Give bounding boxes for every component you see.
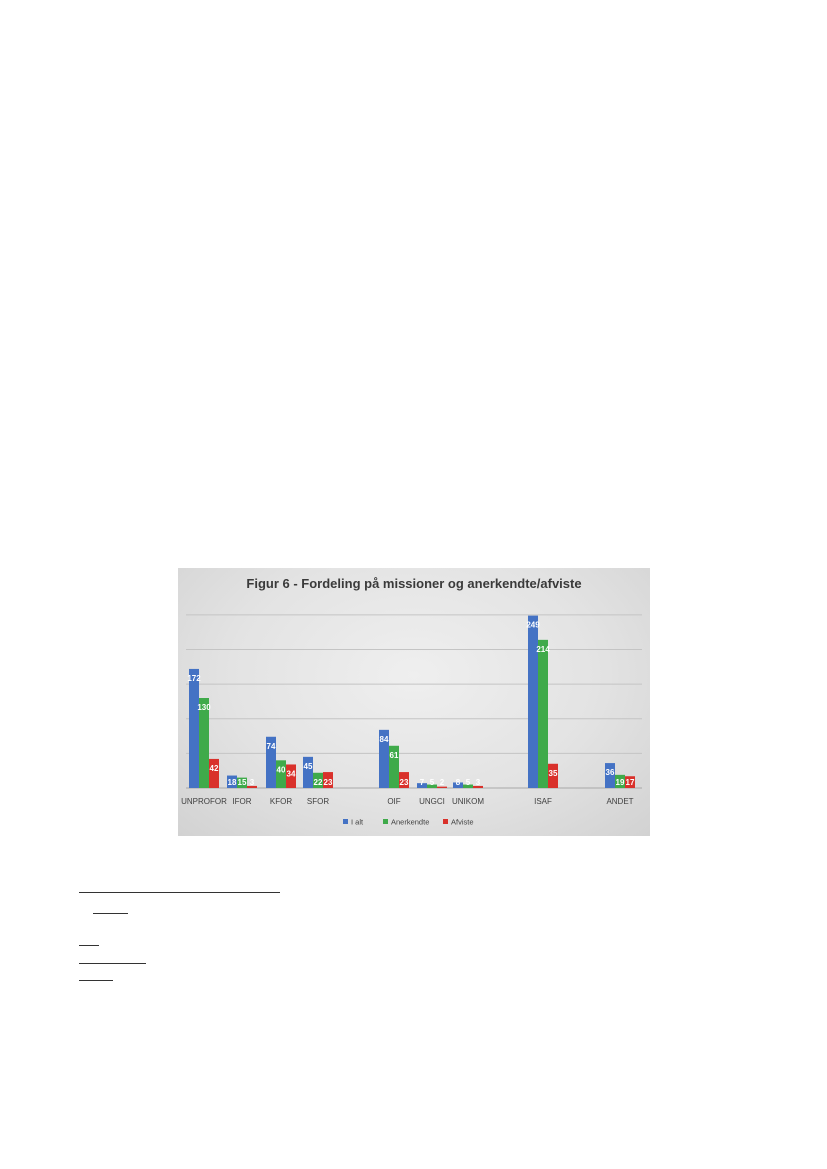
data-label: 61 bbox=[389, 750, 399, 760]
data-label: 19 bbox=[615, 778, 625, 787]
footnote-underline bbox=[93, 913, 128, 914]
data-label: 3 bbox=[475, 778, 481, 787]
data-label: 8 bbox=[455, 778, 461, 787]
bar-unprofor-i-alt bbox=[189, 669, 199, 788]
bar-isaf-anerkendte bbox=[538, 640, 548, 788]
data-label: 249 bbox=[526, 620, 540, 630]
bar-isaf-i-alt bbox=[528, 616, 538, 788]
legend-label: I alt bbox=[351, 817, 364, 827]
data-label: 22 bbox=[313, 778, 323, 787]
data-label: 23 bbox=[399, 778, 409, 787]
category-label: SFOR bbox=[306, 797, 330, 806]
gridlines bbox=[186, 615, 642, 788]
data-label: 172 bbox=[187, 673, 201, 683]
data-label: 42 bbox=[209, 763, 219, 773]
legend-label: Afviste bbox=[451, 817, 474, 827]
bar-chart bbox=[178, 568, 650, 836]
data-label: 214 bbox=[536, 644, 550, 654]
category-label: ANDET bbox=[606, 797, 634, 806]
category-label: ISAF bbox=[534, 797, 552, 806]
data-label: 2 bbox=[439, 778, 445, 787]
data-label: 15 bbox=[237, 778, 247, 787]
legend-swatch bbox=[343, 819, 348, 824]
category-label: IFOR bbox=[232, 797, 252, 806]
data-label: 34 bbox=[286, 769, 296, 779]
category-labels bbox=[181, 797, 634, 806]
data-label: 7 bbox=[419, 778, 425, 787]
legend-swatch bbox=[443, 819, 448, 824]
data-label: 17 bbox=[625, 778, 635, 787]
chart-frame bbox=[178, 568, 650, 836]
data-label: 35 bbox=[548, 768, 558, 778]
data-label: 74 bbox=[266, 741, 276, 751]
data-label: 84 bbox=[379, 734, 389, 744]
data-label: 5 bbox=[429, 778, 435, 787]
data-label: 18 bbox=[227, 778, 237, 787]
footnote-separator bbox=[79, 892, 280, 893]
footnote-underline bbox=[79, 945, 99, 946]
category-label: UNPROFOR bbox=[181, 797, 227, 806]
category-label: OIF bbox=[387, 797, 401, 806]
category-label: KFOR bbox=[269, 797, 293, 806]
data-label: 5 bbox=[465, 778, 471, 787]
data-label: 130 bbox=[197, 703, 211, 712]
data-labels bbox=[187, 621, 635, 787]
data-label: 45 bbox=[303, 761, 313, 771]
footnote-underline bbox=[79, 980, 113, 981]
data-label: 3 bbox=[249, 778, 255, 787]
legend-label: Anerkendte bbox=[391, 817, 430, 827]
chart-title: Figur 6 - Fordeling på missioner og anerkendte/afviste bbox=[246, 576, 582, 591]
footnote-underline bbox=[79, 963, 146, 964]
data-label: 23 bbox=[323, 778, 333, 787]
legend bbox=[343, 818, 474, 827]
data-label: 40 bbox=[276, 765, 286, 775]
legend-swatch bbox=[383, 819, 388, 824]
category-label: UNIKOM bbox=[452, 797, 484, 806]
data-label: 36 bbox=[605, 768, 615, 778]
bars bbox=[189, 616, 635, 788]
category-label: UNGCI bbox=[419, 797, 445, 806]
